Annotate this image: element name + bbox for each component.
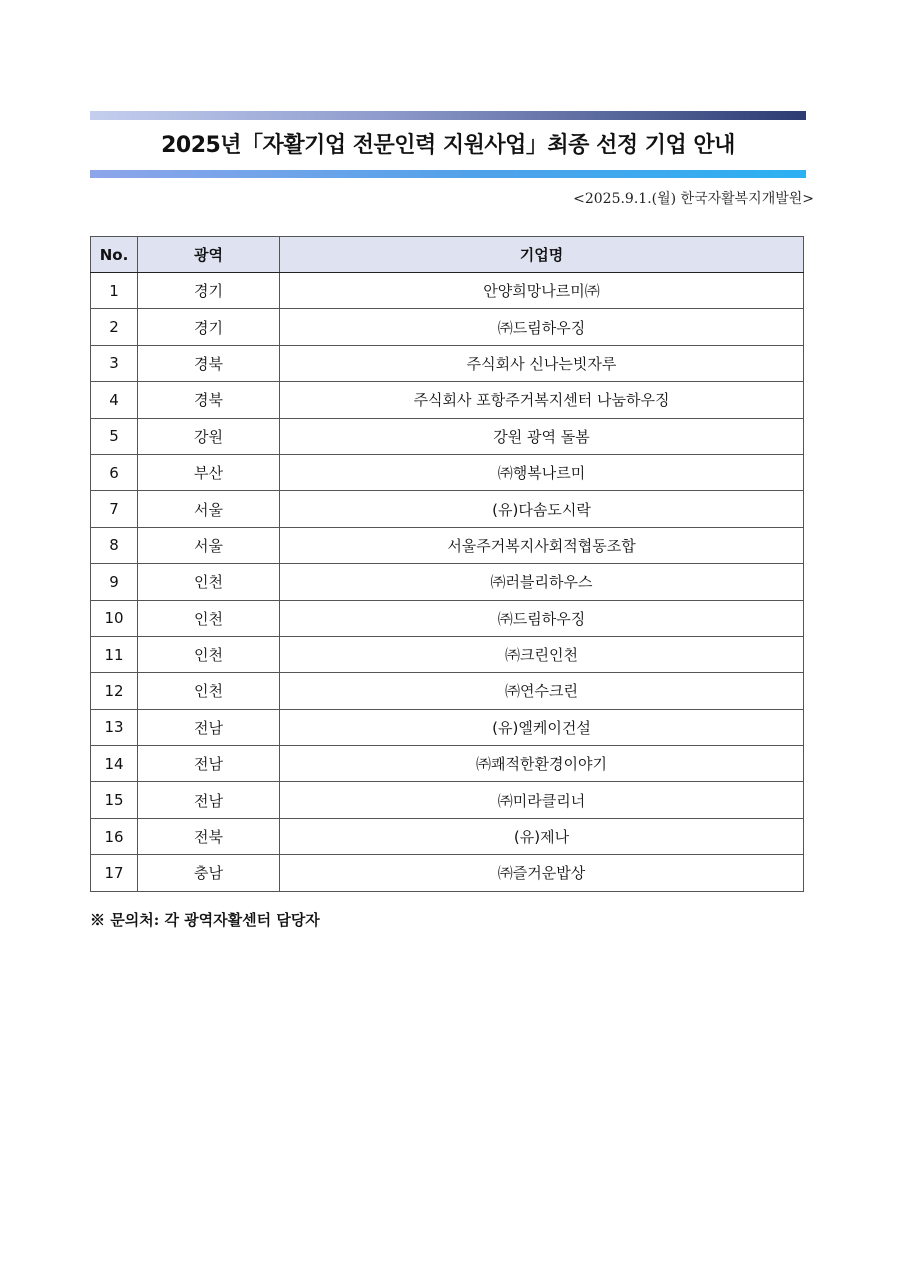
cell-region: 전남: [138, 709, 280, 745]
cell-no: 3: [91, 345, 138, 381]
cell-no: 15: [91, 782, 138, 818]
cell-region: 경기: [138, 309, 280, 345]
cell-no: 8: [91, 527, 138, 563]
cell-no: 16: [91, 818, 138, 854]
cell-region: 강원: [138, 418, 280, 454]
cell-region: 인천: [138, 600, 280, 636]
cell-no: 14: [91, 746, 138, 782]
cell-region: 경북: [138, 345, 280, 381]
cell-company: ㈜크린인천: [280, 636, 804, 672]
cell-company: ㈜미라클리너: [280, 782, 804, 818]
cell-no: 2: [91, 309, 138, 345]
cell-no: 7: [91, 491, 138, 527]
cell-company: 주식회사 포항주거복지센터 나눔하우징: [280, 382, 804, 418]
cell-no: 4: [91, 382, 138, 418]
cell-company: ㈜드림하우징: [280, 600, 804, 636]
company-table-container: [90, 236, 804, 892]
cell-company: ㈜러블리하우스: [280, 564, 804, 600]
cell-no: 1: [91, 273, 138, 309]
cell-region: 서울: [138, 527, 280, 563]
cell-region: 인천: [138, 636, 280, 672]
table-row: [91, 709, 804, 745]
cell-region: 경북: [138, 382, 280, 418]
header-region: 광역: [138, 237, 280, 273]
table-row: [91, 382, 804, 418]
cell-no: 5: [91, 418, 138, 454]
cell-company: ㈜드림하우징: [280, 309, 804, 345]
cell-no: 10: [91, 600, 138, 636]
table-row: [91, 855, 804, 891]
cell-company: ㈜행복나르미: [280, 454, 804, 490]
title-top-decorative-bar: [90, 111, 806, 120]
cell-company: 안양희망나르미㈜: [280, 273, 804, 309]
cell-region: 경기: [138, 273, 280, 309]
cell-region: 서울: [138, 491, 280, 527]
cell-region: 전남: [138, 746, 280, 782]
cell-company: 서울주거복지사회적협동조합: [280, 527, 804, 563]
cell-no: 17: [91, 855, 138, 891]
table-row: [91, 818, 804, 854]
cell-no: 13: [91, 709, 138, 745]
table-row: [91, 600, 804, 636]
table-row: [91, 564, 804, 600]
cell-no: 11: [91, 636, 138, 672]
table-row: [91, 418, 804, 454]
date-and-issuer: <2025.9.1.(월) 한국자활복지개발원>: [573, 191, 814, 207]
company-table: [90, 236, 804, 892]
cell-company: 강원 광역 돌봄: [280, 418, 804, 454]
table-row: [91, 746, 804, 782]
header-no: No.: [91, 237, 138, 273]
cell-region: 인천: [138, 673, 280, 709]
cell-company: (유)다솜도시락: [280, 491, 804, 527]
cell-region: 충남: [138, 855, 280, 891]
cell-no: 6: [91, 454, 138, 490]
table-row: [91, 273, 804, 309]
cell-region: 전북: [138, 818, 280, 854]
table-row: [91, 309, 804, 345]
table-row: [91, 527, 804, 563]
cell-no: 12: [91, 673, 138, 709]
page-title: 2025년「자활기업 전문인력 지원사업」최종 선정 기업 안내: [161, 133, 735, 158]
table-row: [91, 782, 804, 818]
title-bottom-decorative-bar: [90, 170, 806, 178]
table-row: [91, 454, 804, 490]
cell-company: ㈜쾌적한환경이야기: [280, 746, 804, 782]
table-header-row: [91, 237, 804, 273]
cell-region: 인천: [138, 564, 280, 600]
table-row: [91, 345, 804, 381]
cell-company: ㈜연수크린: [280, 673, 804, 709]
cell-region: 전남: [138, 782, 280, 818]
cell-company: 주식회사 신나는빗자루: [280, 345, 804, 381]
cell-company: (유)엘케이건설: [280, 709, 804, 745]
contact-note: ※ 문의처: 각 광역자활센터 담당자: [90, 911, 320, 929]
cell-company: ㈜즐거운밥상: [280, 855, 804, 891]
table-row: [91, 491, 804, 527]
cell-company: (유)제나: [280, 818, 804, 854]
table-row: [91, 636, 804, 672]
table-row: [91, 673, 804, 709]
cell-no: 9: [91, 564, 138, 600]
cell-region: 부산: [138, 454, 280, 490]
header-company: 기업명: [280, 237, 804, 273]
